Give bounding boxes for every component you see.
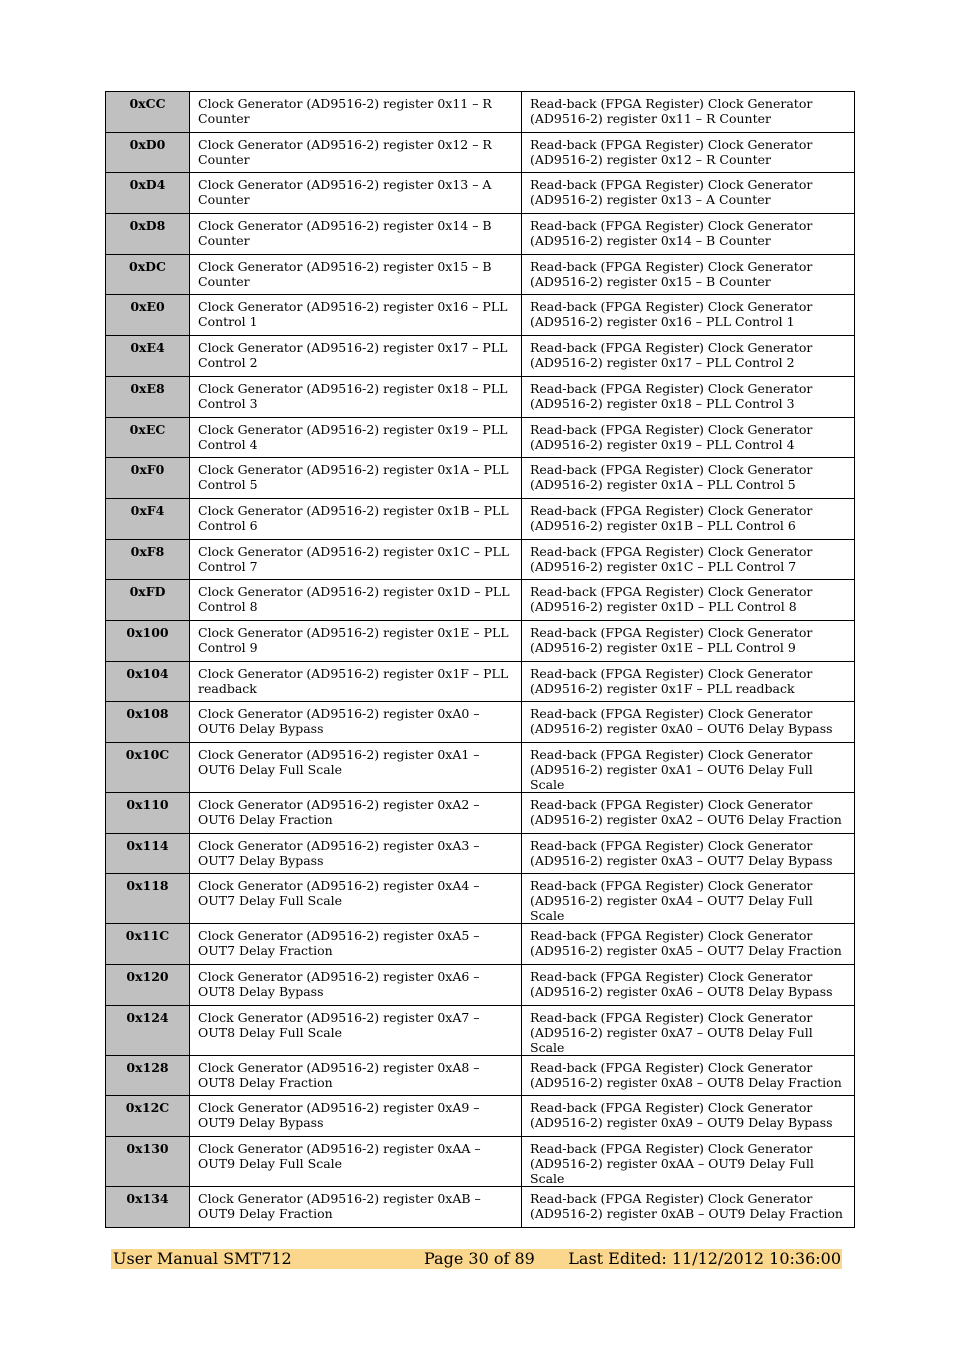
read-description-cell: Read-back (FPGA Register) Clock Generator (AD9516-2) register 0xAA – OUT9 Delay Full Scale: [522, 1137, 855, 1187]
read-description-cell: Read-back (FPGA Register) Clock Generator (AD9516-2) register 0xA8 – OUT8 Delay Fraction: [522, 1055, 855, 1096]
table-row: [106, 924, 855, 965]
register-address-cell: 0xD8: [106, 214, 190, 255]
read-description-cell: Read-back (FPGA Register) Clock Generator (AD9516-2) register 0x1E – PLL Control 9: [522, 620, 855, 661]
table-row: [106, 1137, 855, 1187]
write-description-cell: Clock Generator (AD9516-2) register 0xA5 – OUT7 Delay Fraction: [190, 924, 522, 965]
write-description-cell: Clock Generator (AD9516-2) register 0xA0 – OUT6 Delay Bypass: [190, 702, 522, 743]
write-description-cell: Clock Generator (AD9516-2) register 0x12 – R Counter: [190, 132, 522, 173]
read-description-cell: Read-back (FPGA Register) Clock Generator (AD9516-2) register 0x11 – R Counter: [522, 92, 855, 133]
register-address-cell: 0x11C: [106, 924, 190, 965]
write-description-cell: Clock Generator (AD9516-2) register 0xA9 – OUT9 Delay Bypass: [190, 1096, 522, 1137]
write-description-cell: Clock Generator (AD9516-2) register 0xAB – OUT9 Delay Fraction: [190, 1187, 522, 1228]
write-description-cell: Clock Generator (AD9516-2) register 0x17 – PLL Control 2: [190, 336, 522, 377]
register-address-cell: 0xD0: [106, 132, 190, 173]
read-description-cell: Read-back (FPGA Register) Clock Generator (AD9516-2) register 0x1D – PLL Control 8: [522, 580, 855, 621]
table-row: [106, 254, 855, 295]
write-description-cell: Clock Generator (AD9516-2) register 0xA4 – OUT7 Delay Full Scale: [190, 874, 522, 924]
write-description-cell: Clock Generator (AD9516-2) register 0x11 – R Counter: [190, 92, 522, 133]
register-address-cell: 0x128: [106, 1055, 190, 1096]
table-row: [106, 295, 855, 336]
write-description-cell: Clock Generator (AD9516-2) register 0x16 – PLL Control 1: [190, 295, 522, 336]
read-description-cell: Read-back (FPGA Register) Clock Generator (AD9516-2) register 0x18 – PLL Control 3: [522, 376, 855, 417]
table-row: [106, 620, 855, 661]
register-address-cell: 0x12C: [106, 1096, 190, 1137]
write-description-cell: Clock Generator (AD9516-2) register 0x14 – B Counter: [190, 214, 522, 255]
write-description-cell: Clock Generator (AD9516-2) register 0x1A – PLL Control 5: [190, 458, 522, 499]
read-description-cell: Read-back (FPGA Register) Clock Generator (AD9516-2) register 0xA7 – OUT8 Delay Full Scale: [522, 1005, 855, 1055]
register-address-cell: 0xE0: [106, 295, 190, 336]
register-address-cell: 0x120: [106, 965, 190, 1006]
table-row: [106, 132, 855, 173]
register-address-cell: 0x110: [106, 793, 190, 834]
write-description-cell: Clock Generator (AD9516-2) register 0xA8 – OUT8 Delay Fraction: [190, 1055, 522, 1096]
write-description-cell: Clock Generator (AD9516-2) register 0x13 – A Counter: [190, 173, 522, 214]
register-address-cell: 0xFD: [106, 580, 190, 621]
write-description-cell: Clock Generator (AD9516-2) register 0xA3 – OUT7 Delay Bypass: [190, 833, 522, 874]
table-row: [106, 539, 855, 580]
register-address-cell: 0x108: [106, 702, 190, 743]
register-address-cell: 0x100: [106, 620, 190, 661]
read-description-cell: Read-back (FPGA Register) Clock Generator (AD9516-2) register 0xAB – OUT9 Delay Fraction: [522, 1187, 855, 1228]
table-row: [106, 833, 855, 874]
read-description-cell: Read-back (FPGA Register) Clock Generator (AD9516-2) register 0x14 – B Counter: [522, 214, 855, 255]
read-description-cell: Read-back (FPGA Register) Clock Generator (AD9516-2) register 0xA2 – OUT6 Delay Fraction: [522, 793, 855, 834]
register-address-cell: 0xF8: [106, 539, 190, 580]
read-description-cell: Read-back (FPGA Register) Clock Generator (AD9516-2) register 0xA3 – OUT7 Delay Bypass: [522, 833, 855, 874]
read-description-cell: Read-back (FPGA Register) Clock Generator (AD9516-2) register 0xA0 – OUT6 Delay Bypass: [522, 702, 855, 743]
read-description-cell: Read-back (FPGA Register) Clock Generator (AD9516-2) register 0x19 – PLL Control 4: [522, 417, 855, 458]
register-address-cell: 0xEC: [106, 417, 190, 458]
read-description-cell: Read-back (FPGA Register) Clock Generator (AD9516-2) register 0xA5 – OUT7 Delay Fraction: [522, 924, 855, 965]
write-description-cell: Clock Generator (AD9516-2) register 0x15 – B Counter: [190, 254, 522, 295]
read-description-cell: Read-back (FPGA Register) Clock Generator (AD9516-2) register 0x1A – PLL Control 5: [522, 458, 855, 499]
write-description-cell: Clock Generator (AD9516-2) register 0xA6 – OUT8 Delay Bypass: [190, 965, 522, 1006]
table-row: [106, 376, 855, 417]
table-row: [106, 498, 855, 539]
table-row: [106, 702, 855, 743]
table-row: [106, 173, 855, 214]
register-address-cell: 0xCC: [106, 92, 190, 133]
table-row: [106, 965, 855, 1006]
write-description-cell: Clock Generator (AD9516-2) register 0x1D – PLL Control 8: [190, 580, 522, 621]
read-description-cell: Read-back (FPGA Register) Clock Generator (AD9516-2) register 0xA6 – OUT8 Delay Bypass: [522, 965, 855, 1006]
table-row: [106, 92, 855, 133]
register-address-cell: 0x118: [106, 874, 190, 924]
footer-page-number: Page 30 of 89: [424, 1249, 535, 1268]
write-description-cell: Clock Generator (AD9516-2) register 0xAA – OUT9 Delay Full Scale: [190, 1137, 522, 1187]
register-table-body: [106, 92, 855, 1228]
register-address-cell: 0xE8: [106, 376, 190, 417]
write-description-cell: Clock Generator (AD9516-2) register 0xA7 – OUT8 Delay Full Scale: [190, 1005, 522, 1055]
register-address-cell: 0xD4: [106, 173, 190, 214]
page-footer: [111, 1249, 842, 1269]
write-description-cell: Clock Generator (AD9516-2) register 0x1E – PLL Control 9: [190, 620, 522, 661]
register-address-cell: 0x114: [106, 833, 190, 874]
write-description-cell: Clock Generator (AD9516-2) register 0x19 – PLL Control 4: [190, 417, 522, 458]
read-description-cell: Read-back (FPGA Register) Clock Generator (AD9516-2) register 0x1C – PLL Control 7: [522, 539, 855, 580]
read-description-cell: Read-back (FPGA Register) Clock Generator (AD9516-2) register 0x15 – B Counter: [522, 254, 855, 295]
register-address-cell: 0xF0: [106, 458, 190, 499]
read-description-cell: Read-back (FPGA Register) Clock Generator (AD9516-2) register 0xA1 – OUT6 Delay Full Scale: [522, 743, 855, 793]
footer-manual-title: User Manual SMT712: [113, 1249, 292, 1268]
register-address-cell: 0x104: [106, 661, 190, 702]
table-row: [106, 1187, 855, 1228]
write-description-cell: Clock Generator (AD9516-2) register 0x1F – PLL readback: [190, 661, 522, 702]
write-description-cell: Clock Generator (AD9516-2) register 0x1B – PLL Control 6: [190, 498, 522, 539]
read-description-cell: Read-back (FPGA Register) Clock Generator (AD9516-2) register 0x1F – PLL readback: [522, 661, 855, 702]
table-row: [106, 661, 855, 702]
register-address-cell: 0x10C: [106, 743, 190, 793]
read-description-cell: Read-back (FPGA Register) Clock Generator (AD9516-2) register 0x16 – PLL Control 1: [522, 295, 855, 336]
table-row: [106, 417, 855, 458]
table-row: [106, 793, 855, 834]
write-description-cell: Clock Generator (AD9516-2) register 0xA1 – OUT6 Delay Full Scale: [190, 743, 522, 793]
read-description-cell: Read-back (FPGA Register) Clock Generator (AD9516-2) register 0x12 – R Counter: [522, 132, 855, 173]
register-table: [105, 91, 855, 1228]
register-address-cell: 0x130: [106, 1137, 190, 1187]
table-row: [106, 458, 855, 499]
write-description-cell: Clock Generator (AD9516-2) register 0x1C – PLL Control 7: [190, 539, 522, 580]
read-description-cell: Read-back (FPGA Register) Clock Generator (AD9516-2) register 0x17 – PLL Control 2: [522, 336, 855, 377]
write-description-cell: Clock Generator (AD9516-2) register 0xA2 – OUT6 Delay Fraction: [190, 793, 522, 834]
register-address-cell: 0xE4: [106, 336, 190, 377]
register-address-cell: 0x134: [106, 1187, 190, 1228]
table-row: [106, 743, 855, 793]
table-row: [106, 336, 855, 377]
register-address-cell: 0x124: [106, 1005, 190, 1055]
table-row: [106, 1096, 855, 1137]
read-description-cell: Read-back (FPGA Register) Clock Generator (AD9516-2) register 0xA4 – OUT7 Delay Full Scale: [522, 874, 855, 924]
table-row: [106, 580, 855, 621]
table-row: [106, 1005, 855, 1055]
table-row: [106, 1055, 855, 1096]
read-description-cell: Read-back (FPGA Register) Clock Generator (AD9516-2) register 0x1B – PLL Control 6: [522, 498, 855, 539]
register-address-cell: 0xDC: [106, 254, 190, 295]
write-description-cell: Clock Generator (AD9516-2) register 0x18 – PLL Control 3: [190, 376, 522, 417]
table-row: [106, 874, 855, 924]
footer-last-edited: Last Edited: 11/12/2012 10:36:00: [568, 1249, 841, 1268]
read-description-cell: Read-back (FPGA Register) Clock Generator (AD9516-2) register 0x13 – A Counter: [522, 173, 855, 214]
table-row: [106, 214, 855, 255]
read-description-cell: Read-back (FPGA Register) Clock Generator (AD9516-2) register 0xA9 – OUT9 Delay Bypass: [522, 1096, 855, 1137]
register-address-cell: 0xF4: [106, 498, 190, 539]
